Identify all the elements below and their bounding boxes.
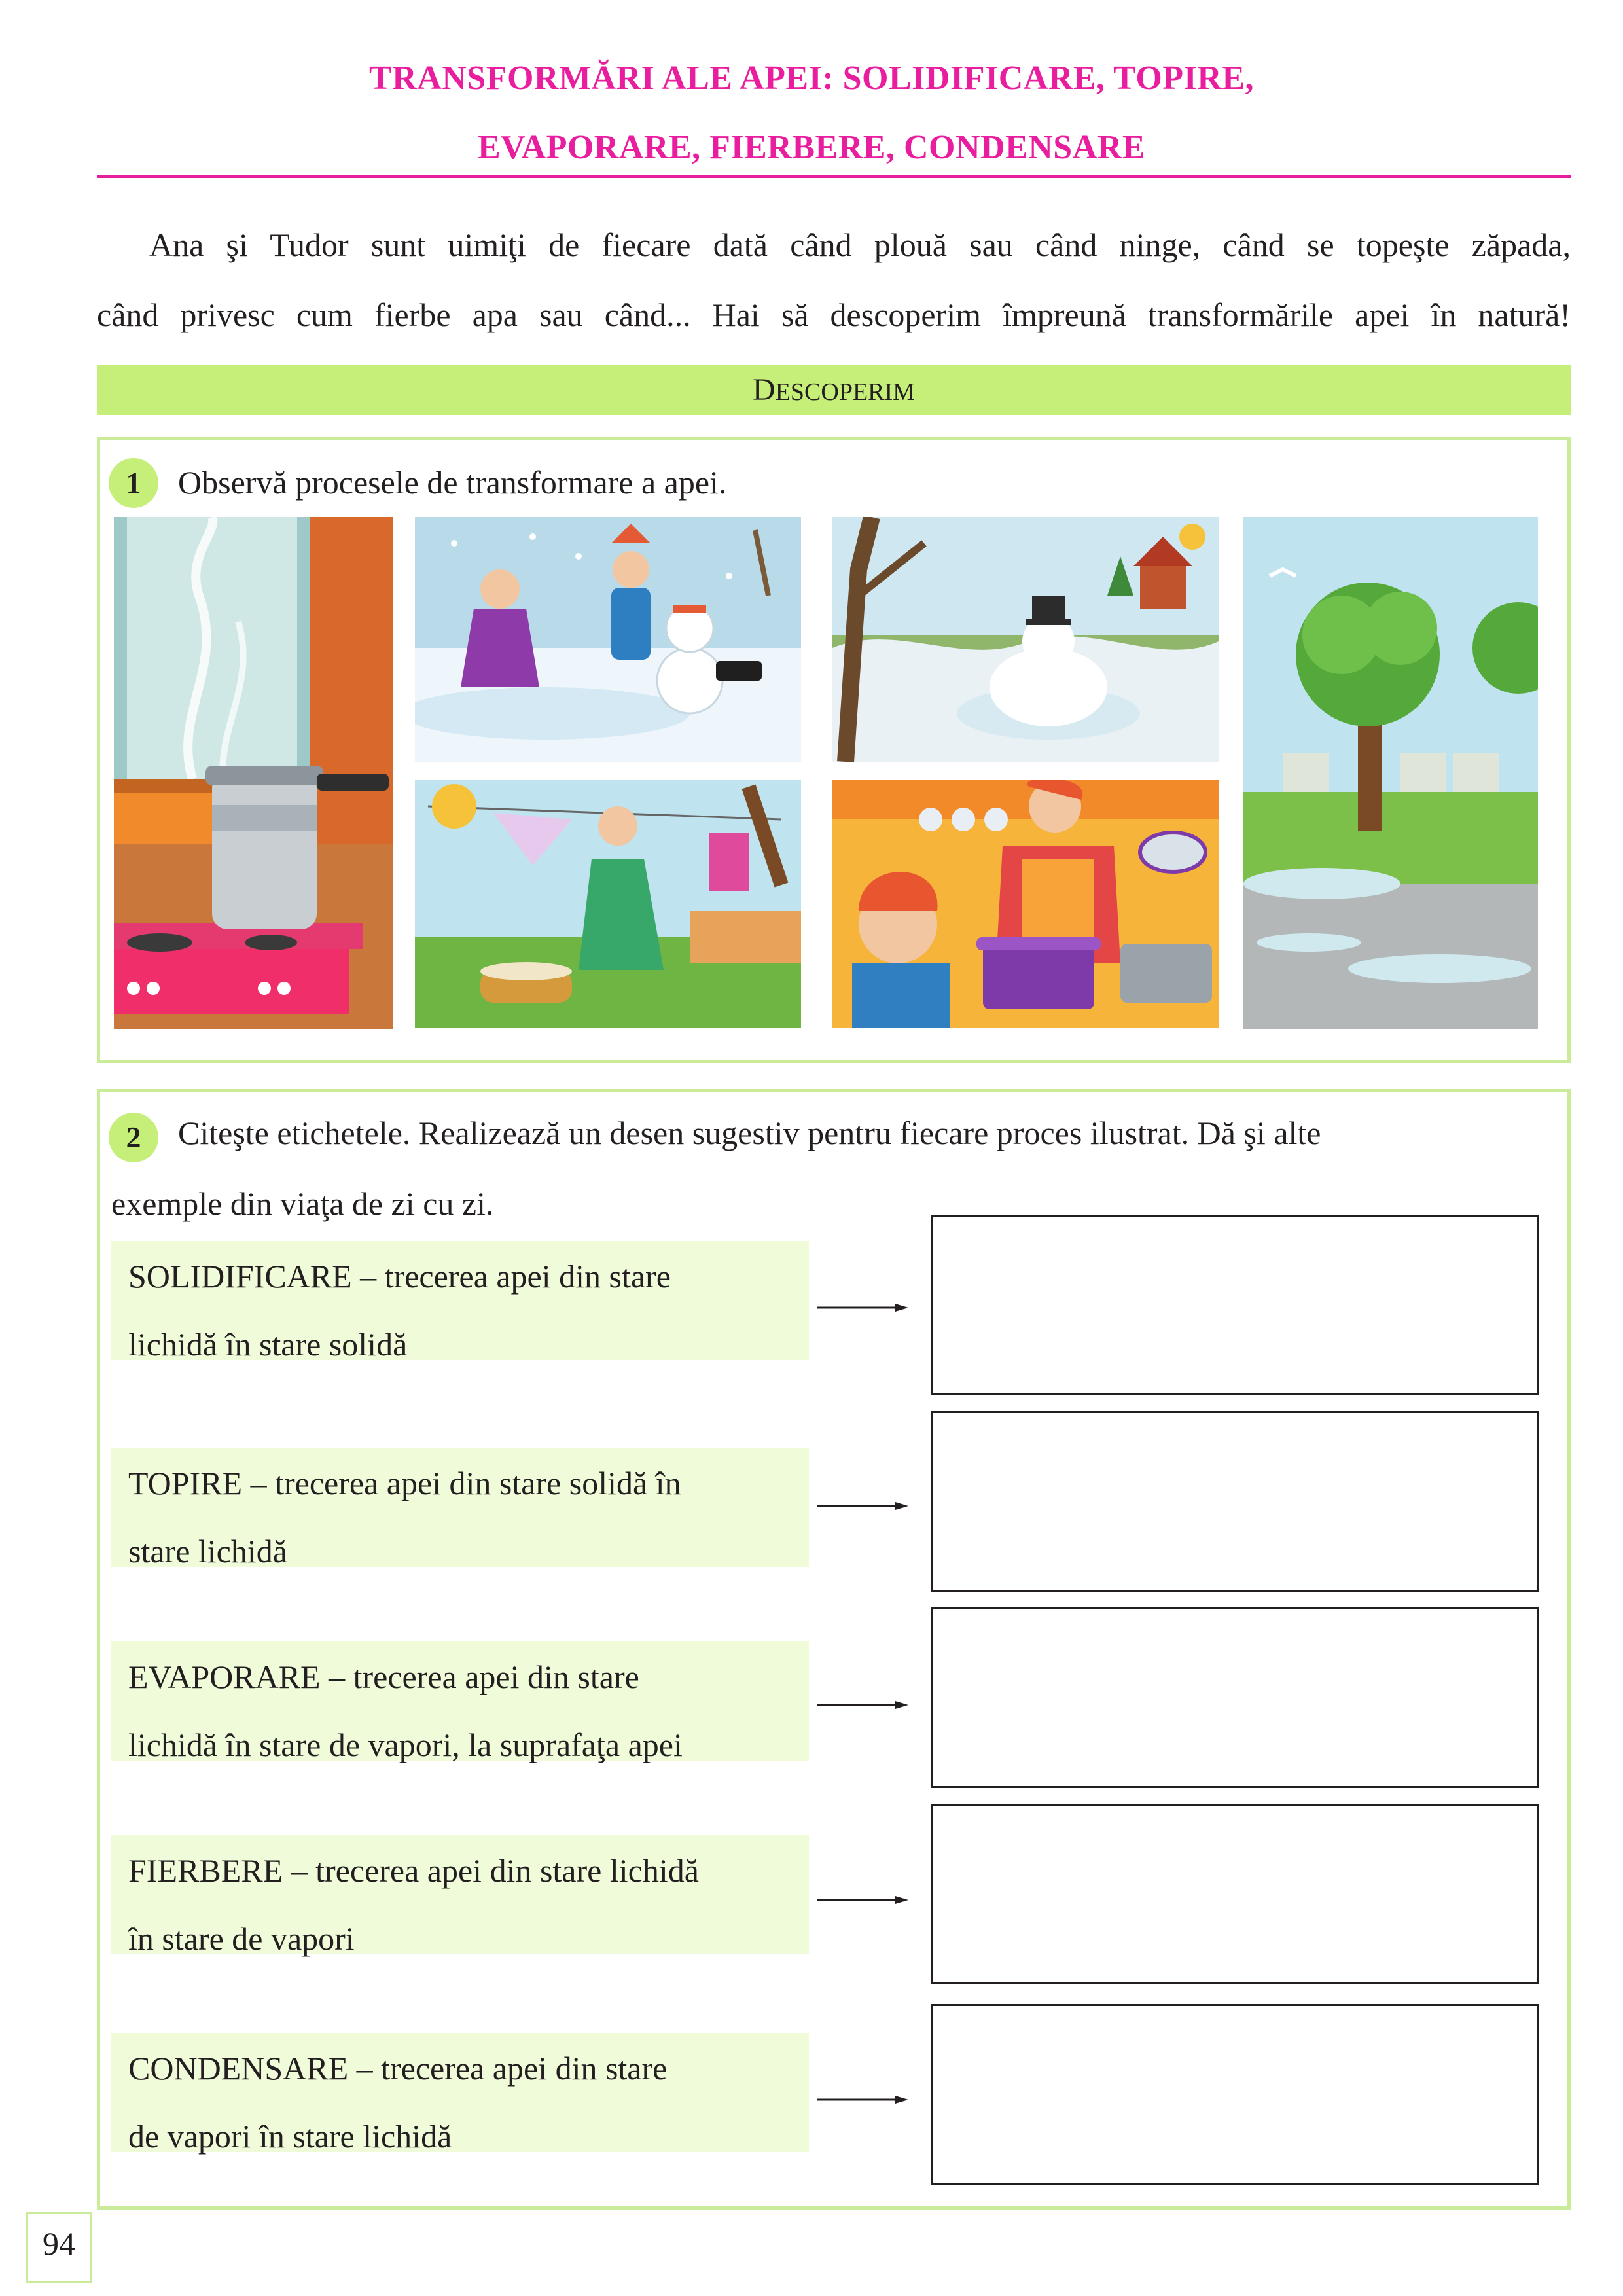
task2-number-badge: 2 (109, 1113, 158, 1162)
definition-line-1: EVAPORARE – trecerea apei din stare (128, 1659, 639, 1695)
definition-fierbere (111, 1835, 809, 1957)
right-arrow-icon (817, 1700, 908, 1710)
definition-topire (111, 1448, 809, 1570)
definition-solidificare (111, 1241, 809, 1363)
drawing-box-condensare[interactable] (931, 2004, 1539, 2185)
title-underline (97, 175, 1571, 178)
task1-number-badge: 1 (109, 458, 158, 508)
definition-line-2: lichidă în stare solidă (128, 1326, 408, 1363)
task1-instruction: Observă procesele de transformare a apei. (178, 464, 727, 501)
definition-line-1: TOPIRE – trecerea apei din stare solidă în (128, 1465, 681, 1501)
tree-puddles-city-icon (1243, 517, 1538, 1029)
melting-snowman-icon (832, 517, 1219, 762)
definition-line-2: lichidă în stare de vapori, la suprafaţa apei (128, 1727, 683, 1763)
definition-line-2: de vapori în stare lichidă (128, 2118, 452, 2155)
drawing-box-topire[interactable] (931, 1411, 1539, 1592)
drawing-box-solidificare[interactable] (931, 1215, 1539, 1395)
intro-line-2: când privesc cum fierbe apa sau când... Hai să descoperim împreună transformările apei în natură! (97, 296, 1571, 333)
task2-instruction-line-2: exemple din viaţa de zi cu zi. (111, 1185, 494, 1222)
drawing-box-evaporare[interactable] (931, 1607, 1539, 1788)
right-arrow-icon (817, 2095, 908, 2104)
children-skating-snowman-icon (415, 517, 801, 762)
task2-instruction-line-1: Citeşte etichetele. Realizează un desen sugestiv pentru fiecare proces ilustrat. Dă şi alte (178, 1115, 1321, 1151)
page-title-line-1: TRANSFORMĂRI ALE APEI: SOLIDIFICARE, TOPIRE, (368, 60, 1255, 97)
section-band-initial: D (753, 372, 776, 407)
page-number: 94 (43, 2225, 75, 2262)
mother-boiling-pot-icon (832, 780, 1219, 1028)
intro-line-1: Ana şi Tudor sunt uimiţi de fiecare dată când plouă sau când ninge, când se topeşte zăpada, (149, 226, 1571, 263)
drawing-box-fierbere[interactable] (931, 1804, 1539, 1984)
steaming-pressure-cooker-window-icon (114, 517, 393, 1029)
definition-line-1: CONDENSARE – trecerea apei din stare (128, 2050, 668, 2087)
page-title-line-2: EVAPORARE, FIERBERE, CONDENSARE (477, 129, 1146, 166)
definition-evaporare (111, 1641, 809, 1761)
section-band-label (97, 365, 1571, 417)
right-arrow-icon (817, 1303, 908, 1312)
section-band-rest: ESCOPERIM (775, 378, 915, 406)
definition-line-1: FIERBERE – trecerea apei din stare lichidă (128, 1852, 699, 1889)
right-arrow-icon (817, 1501, 908, 1511)
section-band (97, 365, 1571, 415)
right-arrow-icon (817, 1895, 908, 1905)
definition-line-2: stare lichidă (128, 1533, 287, 1570)
woman-hanging-laundry-icon (415, 780, 801, 1028)
definition-condensare (111, 2033, 809, 2155)
definition-line-2: în stare de vapori (128, 1920, 355, 1957)
definition-line-1: SOLIDIFICARE – trecerea apei din stare (128, 1258, 671, 1295)
